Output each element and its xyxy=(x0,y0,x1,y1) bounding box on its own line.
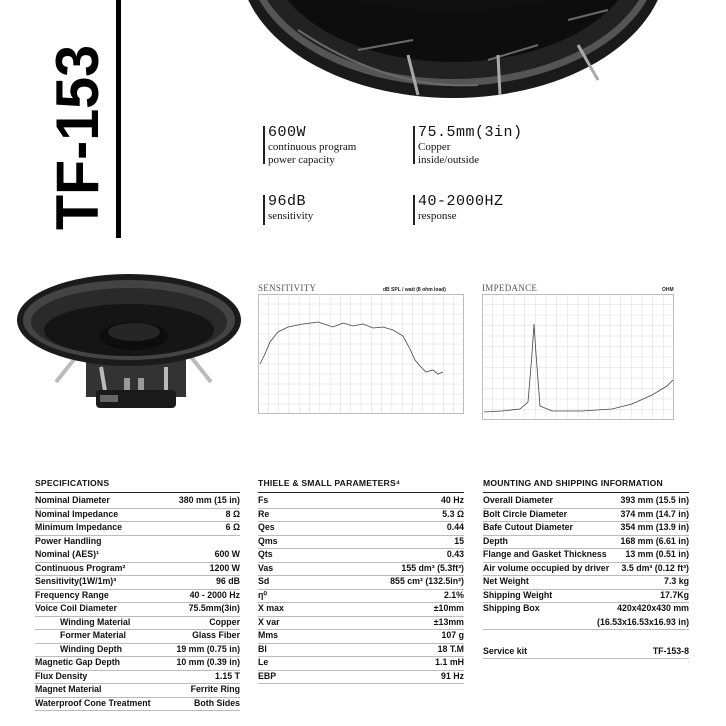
row-label: η⁰ xyxy=(258,589,267,600)
row-value: (16.53x16.53x16.93 in) xyxy=(597,616,689,627)
row-value: 0.44 xyxy=(446,522,464,532)
specifications-title: SPECIFICATIONS xyxy=(35,478,110,488)
table-row xyxy=(35,683,240,698)
highlight-desc: response xyxy=(418,210,457,222)
sensitivity-chart-title: SENSITIVITY xyxy=(258,283,317,293)
table-row xyxy=(258,616,464,631)
impedance-chart-title: IMPEDANCE xyxy=(482,283,538,293)
row-label: X var xyxy=(258,616,280,627)
table-row xyxy=(35,670,240,685)
row-value: 8 Ω xyxy=(225,508,240,519)
table-row xyxy=(483,548,689,563)
row-label: Nominal Diameter xyxy=(35,495,110,505)
row-value: ±10mm xyxy=(433,603,464,613)
highlight-value: 600W xyxy=(268,124,307,141)
table-row xyxy=(258,602,464,617)
speaker-top-image xyxy=(238,0,668,100)
row-value: 91 Hz xyxy=(441,670,464,681)
table-row xyxy=(35,521,240,536)
row-value: 380 mm (15 in) xyxy=(178,495,240,505)
row-label: Bolt Circle Diameter xyxy=(483,508,568,519)
table-row xyxy=(483,589,689,604)
row-value: 3.5 dm³ (0.12 ft³) xyxy=(621,562,689,573)
table-row xyxy=(35,548,240,563)
row-value: 40 - 2000 Hz xyxy=(189,589,240,600)
row-label: Frequency Range xyxy=(35,589,109,600)
row-value: 393 mm (15.5 in) xyxy=(620,495,689,505)
highlight-voice-coil xyxy=(418,124,523,167)
highlight-desc: Copper xyxy=(418,141,451,153)
table-row xyxy=(258,562,464,577)
highlight-value: 96dB xyxy=(268,193,307,210)
row-label: Shipping Box xyxy=(483,603,540,613)
row-value: TF-153-8 xyxy=(652,645,689,656)
table-row xyxy=(258,629,464,644)
table-row xyxy=(258,521,464,536)
table-row xyxy=(35,589,240,604)
row-value: 17.7Kg xyxy=(660,589,689,600)
row-value: Copper xyxy=(209,616,240,627)
table-row xyxy=(35,697,240,712)
table-row xyxy=(35,629,240,644)
highlight-response xyxy=(418,193,504,223)
row-value: 2.1% xyxy=(443,589,464,600)
row-value: 168 mm (6.61 in) xyxy=(620,535,689,546)
row-value: 15 xyxy=(454,535,464,546)
row-value: Glass Fiber xyxy=(192,630,240,640)
service-kit-row xyxy=(483,645,689,660)
table-row xyxy=(258,535,464,550)
row-label: Vas xyxy=(258,562,274,573)
row-label: Voice Coil Diameter xyxy=(35,603,117,613)
table-row xyxy=(483,521,689,536)
table-row xyxy=(258,548,464,563)
table-row xyxy=(483,535,689,550)
thiele-title: THIELE & SMALL PARAMETERS⁴ xyxy=(258,478,401,488)
row-value: 107 g xyxy=(441,630,464,640)
table-row xyxy=(35,562,240,577)
sensitivity-chart xyxy=(258,294,464,414)
table-row xyxy=(35,656,240,671)
highlight-value: 40-2000HZ xyxy=(418,193,504,210)
table-row xyxy=(258,589,464,604)
row-value: 13 mm (0.51 in) xyxy=(625,549,689,559)
row-label: Service kit xyxy=(483,645,528,656)
row-value: 7.3 kg xyxy=(664,576,689,586)
row-value: 1200 W xyxy=(209,562,240,573)
row-label: Power Handling xyxy=(35,535,102,546)
row-value: ±13mm xyxy=(433,616,464,627)
row-label: Flange and Gasket Thickness xyxy=(483,549,607,559)
row-label: Sd xyxy=(258,576,270,586)
row-value: 155 dm³ (5.3ft³) xyxy=(401,562,464,573)
row-value: 374 mm (14.7 in) xyxy=(620,508,689,519)
table-row xyxy=(258,508,464,523)
row-label: EBP xyxy=(258,670,277,681)
row-value: 855 cm² (132.5in²) xyxy=(390,576,464,586)
table-row xyxy=(258,670,464,685)
row-value: 75.5mm(3in) xyxy=(188,603,240,613)
table-row xyxy=(35,643,240,658)
impedance-chart-unit: OHM xyxy=(662,287,674,293)
table-row xyxy=(483,602,689,616)
row-label: Mms xyxy=(258,630,279,640)
highlight-sensitivity xyxy=(268,193,313,223)
row-value: 600 W xyxy=(214,549,240,559)
row-label: Minimum Impedance xyxy=(35,522,123,532)
row-value: 40 Hz xyxy=(441,495,464,505)
table-row xyxy=(35,602,240,617)
title-divider xyxy=(116,0,121,238)
row-value: 19 mm (0.75 in) xyxy=(176,643,240,654)
table-row xyxy=(258,656,464,671)
table-row xyxy=(258,643,464,658)
row-value: 0.43 xyxy=(446,549,464,559)
row-label: Depth xyxy=(483,535,508,546)
row-label: Le xyxy=(258,657,269,667)
table-row xyxy=(483,562,689,577)
row-label: Continuous Program² xyxy=(35,562,126,573)
row-value: Both Sides xyxy=(194,697,240,708)
row-value: 96 dB xyxy=(216,576,240,586)
row-label: Bafe Cutout Diameter xyxy=(483,522,573,532)
mounting-title: MOUNTING AND SHIPPING INFORMATION xyxy=(483,478,663,488)
row-label: Shipping Weight xyxy=(483,589,553,600)
table-row xyxy=(35,575,240,590)
row-label: Re xyxy=(258,508,270,519)
row-value: 6 Ω xyxy=(225,522,240,532)
row-label: Net Weight xyxy=(483,576,529,586)
row-label: Winding Depth xyxy=(60,643,122,654)
row-value: 420x420x430 mm xyxy=(617,603,689,613)
mounting-table xyxy=(483,492,689,662)
table-row xyxy=(258,575,464,590)
table-row xyxy=(483,616,689,631)
row-value: 5.3 Ω xyxy=(442,508,464,519)
row-label: Magnetic Gap Depth xyxy=(35,657,121,667)
row-label: X max xyxy=(258,603,284,613)
row-label: Waterproof Cone Treatment xyxy=(35,697,151,708)
table-row xyxy=(35,508,240,523)
table-row xyxy=(35,535,240,549)
highlight-value: 75.5mm(3in) xyxy=(418,124,523,141)
highlight-desc: inside/outside xyxy=(418,154,480,166)
row-label: Flux Density xyxy=(35,670,88,681)
table-row xyxy=(483,508,689,523)
row-label: Air volume occupied by driver xyxy=(483,562,610,573)
row-label: Nominal Impedance xyxy=(35,508,119,519)
row-value: 18 T.M xyxy=(437,643,464,654)
row-label: Nominal (AES)¹ xyxy=(35,549,100,559)
table-row xyxy=(483,494,689,509)
row-value: 10 mm (0.39 in) xyxy=(176,657,240,667)
row-label: Magnet Material xyxy=(35,684,102,694)
row-label: Qms xyxy=(258,535,278,546)
sensitivity-chart-unit: dB SPL / watt (8 ohm load) xyxy=(383,287,446,293)
table-row xyxy=(35,494,240,509)
row-value: 1.15 T xyxy=(215,670,240,681)
impedance-chart xyxy=(482,294,674,420)
row-label: Winding Material xyxy=(60,616,131,627)
row-value: 1.1 mH xyxy=(435,657,464,667)
highlight-desc: continuous program xyxy=(268,141,357,153)
row-label: Former Material xyxy=(60,630,126,640)
row-label: Fs xyxy=(258,495,269,505)
highlight-desc: power capacity xyxy=(268,154,335,166)
table-row xyxy=(35,616,240,631)
row-label: Qes xyxy=(258,522,275,532)
model-title-text: TF-153 xyxy=(44,36,111,230)
highlight-power xyxy=(268,124,356,167)
row-label: Qts xyxy=(258,549,273,559)
row-label: Sensitivity(1W/1m)³ xyxy=(35,576,117,586)
thiele-table xyxy=(258,492,464,692)
row-value: 354 mm (13.9 in) xyxy=(620,522,689,532)
table-row xyxy=(483,575,689,590)
row-label: Bl xyxy=(258,643,267,654)
highlight-desc: sensitivity xyxy=(268,210,314,222)
model-title xyxy=(28,36,111,240)
specifications-table xyxy=(35,492,240,712)
table-row xyxy=(258,494,464,509)
row-label: Overall Diameter xyxy=(483,495,553,505)
row-value: Ferrite Ring xyxy=(190,684,240,694)
speaker-side-image xyxy=(16,272,244,422)
